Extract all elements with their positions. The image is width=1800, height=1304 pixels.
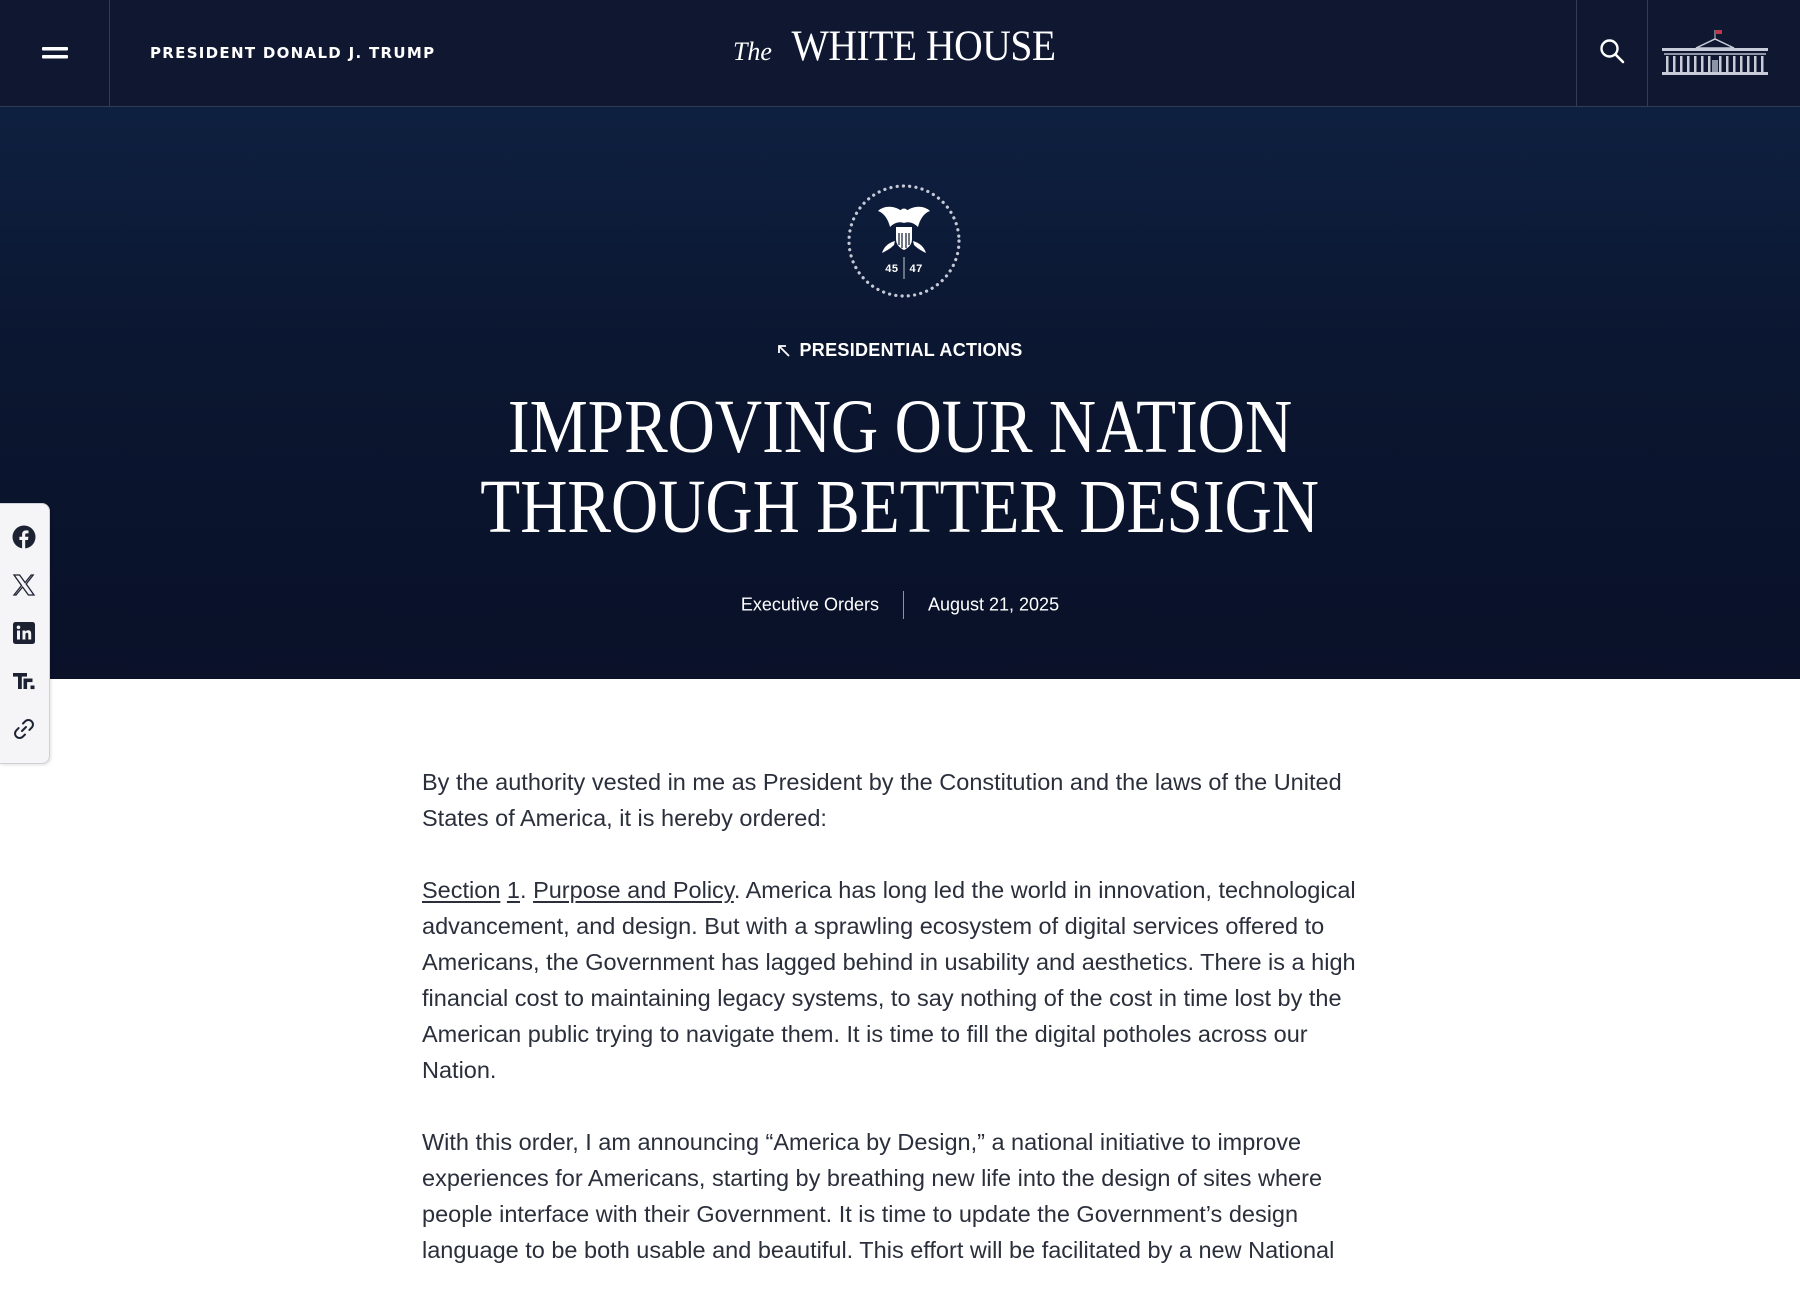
section-body-text: . America has long led the world in innovation, technological advancement, and design. But with a sprawling ecosystem of digital services offered to Americans, the Government has lagged behind in usability and aesthetics. There is a high financial cost to maintaining legacy systems, to say nothing of the cost in time lost by the American public trying to navigate them. It is time to fill the digital potholes across our Nation. [422,877,1356,1083]
arrow-up-left-icon [777,344,791,358]
white-house-building-icon[interactable] [1660,28,1770,78]
page-title [0,387,1800,547]
share-x-button[interactable] [11,574,37,600]
search-button[interactable] [1576,0,1648,106]
seal-number-right: 47 [909,263,923,275]
article-body [422,764,1362,1304]
top-navigation-bar [0,0,1800,107]
presidential-seal [846,183,962,299]
meta-divider [903,591,904,619]
section-label: Section [422,877,501,903]
wordmark-the: The [732,37,772,66]
share-truth-social-button[interactable] [11,670,37,696]
home-logo-link[interactable] [732,23,1067,70]
section-number: 1 [506,877,520,903]
article-paragraph-intro: By the authority vested in me as President by the Constitution and the laws of the United States of America, it is hereby ordered: [422,769,1342,831]
title-line-2: THROUGH BETTER DESIGN [480,465,1320,549]
publish-date: August 21, 2025 [927,594,1060,615]
seal-number-left: 45 [885,263,899,275]
article-hero [0,107,1800,679]
presidential-actions-link[interactable] [777,340,1022,361]
copy-link-icon [12,717,36,745]
category-breadcrumb [0,340,1800,363]
president-link[interactable]: PRESIDENT DONALD J. TRUMP [150,44,436,62]
article-meta [0,591,1800,619]
wordmark-name: WHITE HOUSE [791,23,1056,70]
menu-button[interactable] [0,0,110,106]
linkedin-icon [12,621,36,649]
share-linkedin-button[interactable] [11,622,37,648]
section-heading: Purpose and Policy [533,877,734,903]
truth-social-icon [12,669,36,697]
x-icon [12,573,36,601]
category-label: PRESIDENTIAL ACTIONS [799,340,1023,360]
executive-orders-link[interactable]: Executive Orders [740,594,879,615]
share-toolbar [0,503,50,764]
facebook-icon [12,525,36,553]
article-paragraph-america-by-design: With this order, I am announcing “America by Design,” a national initiative to improve experiences for Americans, starting by breathing new life into the design of sites where people interface with their Government. It is time to update the Government’s design language to be both usable and beautiful. This effort will be facilitated by a new National [422,1129,1335,1263]
search-icon [1599,38,1625,68]
hamburger-menu-icon [42,45,68,61]
title-line-1: IMPROVING OUR NATION [507,385,1293,469]
article-paragraph-section-1 [422,872,1362,1088]
section-period: . [520,877,527,903]
share-facebook-button[interactable] [11,526,37,552]
copy-link-button[interactable] [11,718,37,744]
